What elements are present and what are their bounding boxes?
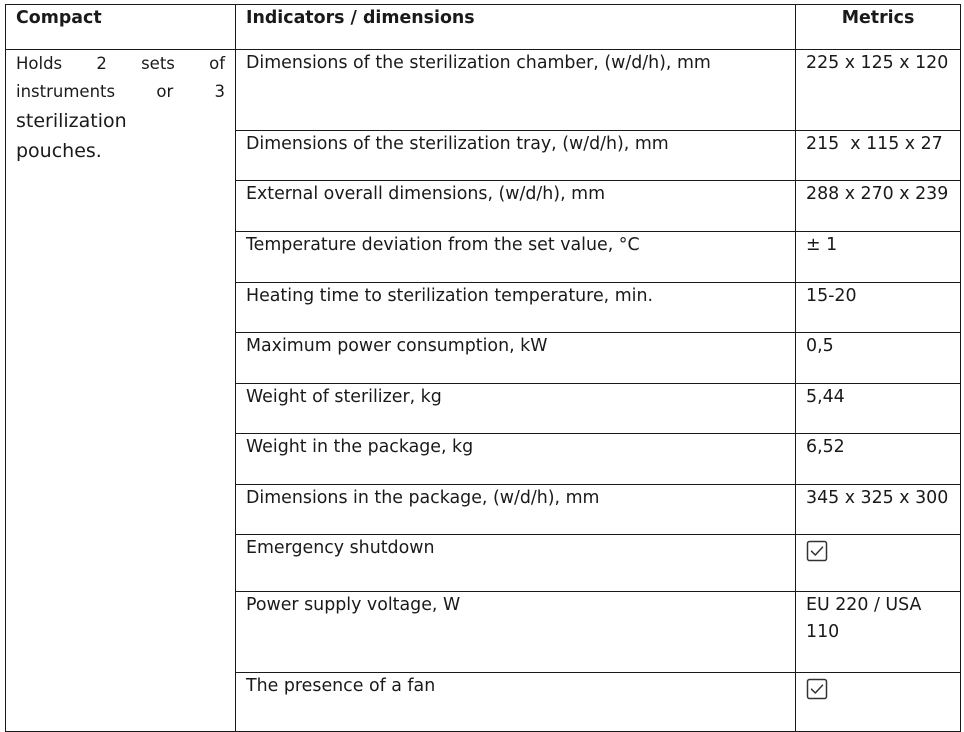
indicator-label: Weight in the package, kg [236,434,796,485]
indicator-label: External overall dimensions, (w/d/h), mm [236,181,796,232]
metric-value: 225 x 125 x 120 [796,50,961,131]
specification-table [5,4,961,732]
description-line: pouches. [16,140,102,162]
checkbox-checked-icon [806,540,828,571]
header-model: Compact [6,5,236,50]
metric-value: 288 x 270 x 239 [796,181,961,232]
indicator-label: Weight of sterilizer, kg [236,383,796,434]
metric-value: ± 1 [796,231,961,282]
indicator-label: Power supply voltage, W [236,592,796,673]
indicator-label: Emergency shutdown [236,535,796,592]
metric-value [796,592,961,673]
description-line: Holds 2 sets of [16,54,225,73]
metric-value [796,672,961,731]
checkbox-checked-icon [806,678,828,709]
indicator-label: Dimensions of the sterilization tray, (w/d/h), mm [236,130,796,181]
metric-value: 5,44 [796,383,961,434]
description-line: sterilization [16,110,127,132]
metric-value-line: 110 [806,622,840,643]
indicator-label: The presence of a fan [236,672,796,731]
table-row [6,50,961,131]
table-header-row [6,5,961,50]
metric-value: 6,52 [796,434,961,485]
description-line: instruments or 3 [16,82,225,101]
indicator-label: Maximum power consumption, kW [236,333,796,384]
metric-value: 345 x 325 x 300 [796,484,961,535]
header-indicators: Indicators / dimensions [236,5,796,50]
metric-value: 215 x 115 x 27 [796,130,961,181]
metric-value-line: EU 220 / USA [806,595,922,616]
model-description [6,50,236,732]
indicator-label: Dimensions in the package, (w/d/h), mm [236,484,796,535]
indicator-label: Dimensions of the sterilization chamber, (w/d/h), mm [236,50,796,131]
header-metrics: Metrics [796,5,961,50]
indicator-label: Temperature deviation from the set value, °C [236,231,796,282]
indicator-label: Heating time to sterilization temperature, min. [236,282,796,333]
metric-value: 15-20 [796,282,961,333]
metric-value [796,535,961,592]
metric-value: 0,5 [796,333,961,384]
